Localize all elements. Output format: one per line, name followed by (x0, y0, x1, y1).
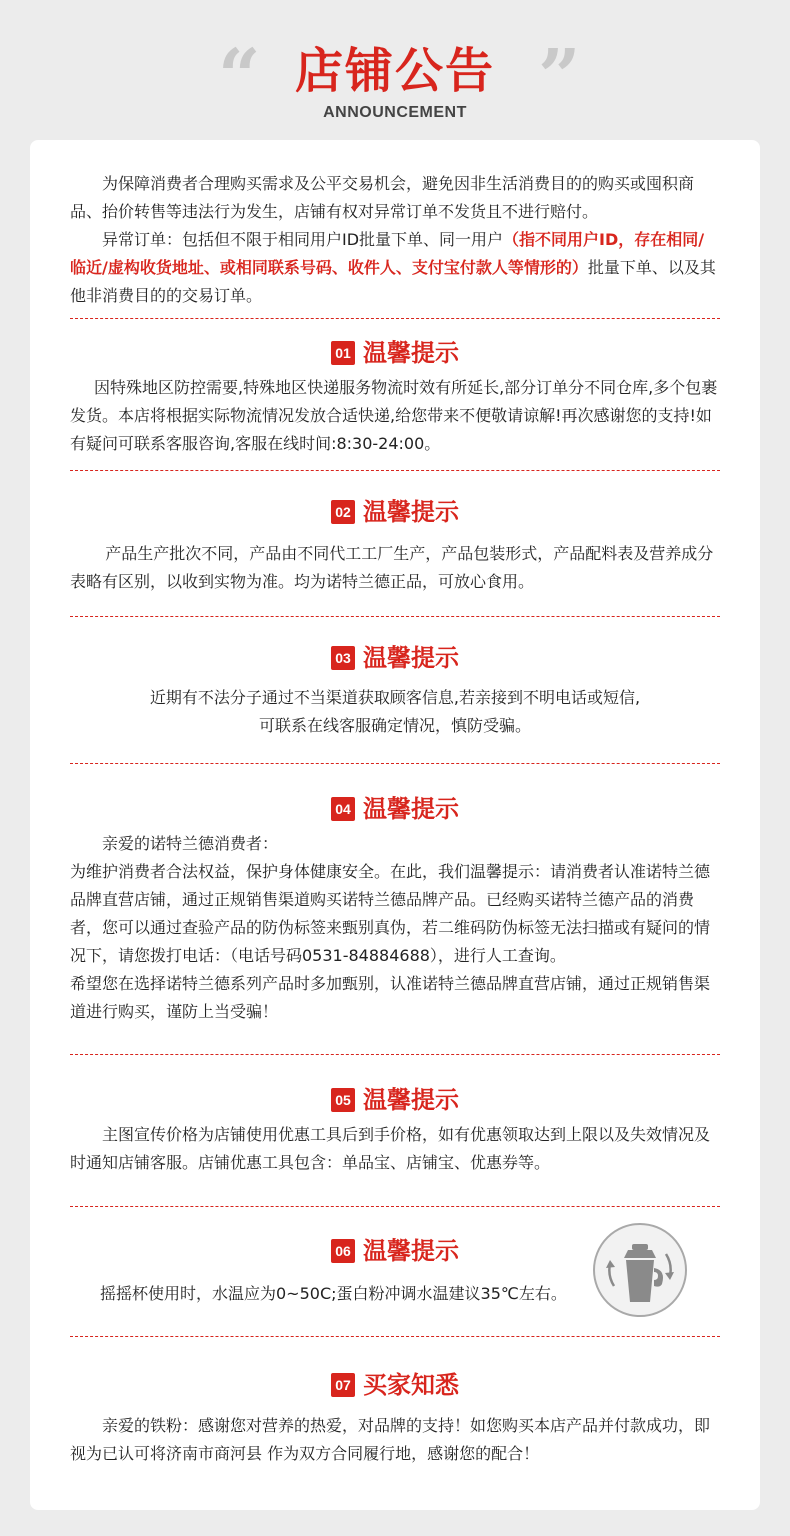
section-number-badge: 07 (331, 1373, 355, 1397)
divider (70, 1054, 720, 1055)
announcement-card (30, 140, 760, 1510)
intro-p2-highlight: （指不同用户ID，存在相同/临近/虚构收货地址、或相同联系号码、收件人、支付宝付款人等情形的） (70, 230, 705, 277)
page-subtitle: ANNOUNCEMENT (323, 104, 467, 121)
divider (70, 470, 720, 471)
section-04-paragraph-1: 为维护消费者合法权益，保护身体健康安全。在此，我们温馨提示：请消费者认准诺特兰德品牌直营店铺，通过正规销售渠道购买诺特兰德品牌产品。已经购买诺特兰德产品的消费者，您可以通过查验产品的防伪标签来甄别真伪，若二维码防伪标签无法扫描或有疑问的情况下，请您拨打电话：（电话号码0531-84884688），进行人工查询。 (70, 862, 711, 965)
intro-p2-prefix: 异常订单：包括但不限于相同用户ID批量下单、同一用户 (102, 230, 504, 249)
section-04-greeting: 亲爱的诺特兰德消费者： (102, 834, 279, 853)
section-title: 温馨提示 (363, 498, 459, 526)
section-title: 温馨提示 (363, 644, 459, 672)
section-03-line-2: 可联系在线客服确定情况，慎防受骗。 (258, 716, 531, 735)
page-title: 店铺公告 (294, 43, 495, 99)
section-number-badge: 03 (331, 646, 355, 670)
section-number-badge: 02 (331, 500, 355, 524)
divider (70, 318, 720, 319)
section-07-header (30, 1368, 760, 1402)
open-quote-icon: “ (218, 34, 261, 120)
intro-paragraph-1: 为保障消费者合理购买需求及公平交易机会，避免因非生活消费目的的购买或囤积商品、抬价转售等违法行为发生，店铺有权对异常订单不发货且不进行赔付。 (70, 174, 695, 221)
section-title: 温馨提示 (363, 1237, 459, 1265)
section-02-paragraph: 产品生产批次不同，产品由不同代工工厂生产，产品包装形式，产品配料表及营养成分表略有区别，以收到实物为准。均为诺特兰德正品，可放心食用。 (70, 544, 714, 591)
section-01-paragraph: 因特殊地区防控需要,特殊地区快递服务物流时效有所延长,部分订单分不同仓库,多个包裹发货。本店将根据实际物流情况发放合适快递,给您带来不便敬请谅解!再次感谢您的支持!如有疑问可联系客服咨询,客服在线时间:8:30-24:00。 (70, 378, 718, 453)
section-02-header (30, 495, 760, 529)
section-07-paragraph: 亲爱的铁粉：感谢您对营养的热爱，对品牌的支持！如您购买本店产品并付款成功，即视为已认可将济南市商河县 作为双方合同履行地，感谢您的配合！ (70, 1416, 711, 1463)
section-01-header (30, 336, 760, 370)
section-04-header (30, 792, 760, 826)
intro-paragraph-2 (70, 226, 720, 310)
section-number-badge: 04 (331, 797, 355, 821)
section-05-header (30, 1083, 760, 1117)
section-title: 温馨提示 (363, 1086, 459, 1114)
shaker-cup-icon (590, 1220, 690, 1320)
divider (70, 1206, 720, 1207)
section-07-text (70, 1412, 720, 1468)
section-06-text (100, 1280, 620, 1308)
section-03-header (30, 641, 760, 675)
section-title: 买家知悉 (363, 1371, 459, 1399)
section-06-paragraph: 摇摇杯使用时，水温应为0~50C;蛋白粉冲调水温建议35℃左右。 (100, 1284, 567, 1303)
section-number-badge: 05 (331, 1088, 355, 1112)
divider (70, 763, 720, 764)
section-title: 温馨提示 (363, 795, 459, 823)
section-05-paragraph: 主图宣传价格为店铺使用优惠工具后到手价格，如有优惠领取达到上限以及失效情况及时通知店铺客服。店铺优惠工具包含：单品宝、店铺宝、优惠券等。 (70, 1125, 711, 1172)
divider (70, 616, 720, 617)
section-01-text (70, 374, 720, 458)
section-04-text (70, 830, 720, 1026)
section-05-text (70, 1121, 720, 1177)
section-title: 温馨提示 (363, 339, 459, 367)
section-number-badge: 01 (331, 341, 355, 365)
section-number-badge: 06 (331, 1239, 355, 1263)
section-03-line-1: 近期有不法分子通过不当渠道获取顾客信息,若亲接到不明电话或短信, (149, 688, 641, 707)
close-quote-icon: ” (538, 34, 581, 120)
section-04-paragraph-2: 希望您在选择诺特兰德系列产品时多加甄别，认准诺特兰德品牌直营店铺，通过正规销售渠道进行购买，谨防上当受骗！ (70, 974, 711, 1021)
section-03-text (70, 684, 720, 740)
intro-p2-suffix: 批量下单、以及其他非消费目的的交易订单。 (70, 258, 716, 305)
intro-block (70, 170, 720, 310)
header (0, 0, 790, 140)
divider (70, 1336, 720, 1337)
section-02-text (70, 540, 720, 596)
